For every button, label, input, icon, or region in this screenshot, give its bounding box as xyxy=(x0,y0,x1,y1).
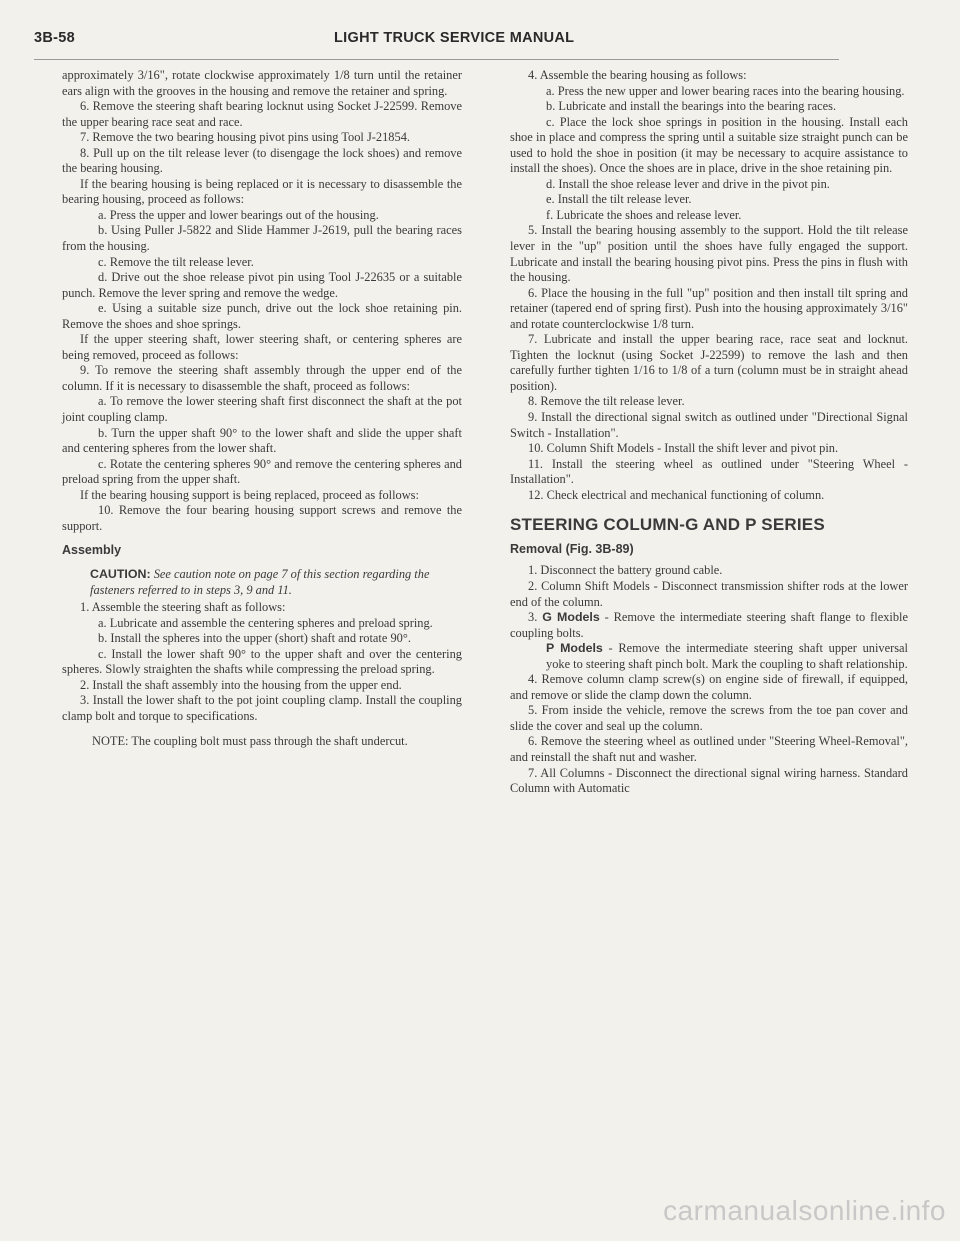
paragraph: approximately 3/16", rotate clockwise approximately 1/8 turn until the retainer ears align with the grooves in the housing and remove the retainer and spring. xyxy=(62,68,462,98)
paragraph: b. Turn the upper shaft 90° to the lower shaft and slide the upper shaft and centering spheres from the lower shaft. xyxy=(62,425,462,456)
paragraph: 6. Remove the steering shaft bearing locknut using Socket J-22599. Remove the upper bearing race seat and race. xyxy=(62,99,462,129)
paragraph xyxy=(510,641,908,672)
paragraph: c. Place the lock shoe springs in position in the housing. Install each shoe in place and compress the spring until a suitable size straight punch can be used to hold the shoe in position (it may be necessary to acquire assistance to install the shoes). Once the shoes are in place, drive in the shoe retaining pin. xyxy=(510,114,908,176)
paragraph: a. Press the upper and lower bearings out of the housing. xyxy=(98,207,379,222)
left-column xyxy=(62,68,462,750)
paragraph: 1. Disconnect the battery ground cable. xyxy=(528,563,723,578)
paragraph: f. Lubricate the shoes and release lever. xyxy=(546,207,742,222)
paragraph: 10. Remove the four bearing housing support screws and remove the support. xyxy=(62,503,462,533)
header-rule xyxy=(34,59,839,60)
paragraph: a. Lubricate and assemble the centering spheres and preload spring. xyxy=(98,615,433,630)
paragraph: If the upper steering shaft, lower steering shaft, or centering spheres are being removed, proceed as follows: xyxy=(62,332,462,362)
assembly-heading: Assembly xyxy=(62,543,122,558)
paragraph: If the bearing housing support is being replaced, proceed as follows: xyxy=(80,487,419,502)
paragraph: 2. Install the shaft assembly into the housing from the upper end. xyxy=(80,677,402,692)
paragraph: 8. Pull up on the tilt release lever (to disengage the lock shoes) and remove the bearing housing. xyxy=(62,145,462,176)
paragraph: e. Install the tilt release lever. xyxy=(546,192,692,207)
manual-title: LIGHT TRUCK SERVICE MANUAL xyxy=(334,30,575,46)
paragraph xyxy=(510,610,908,641)
paragraph: 6. Remove the steering wheel as outlined under "Steering Wheel-Removal", and reinstall the shaft nut and washer. xyxy=(510,734,908,764)
page-number: 3B-58 xyxy=(34,30,75,46)
paragraph: 7. Lubricate and install the upper bearing race, race seat and locknut. Tighten the locknut (using Socket J-22599) to remove the lash and then carefully further tighten 1/16 to 1/8 of a turn (column must be in straight ahead position). xyxy=(510,332,908,393)
g-models-label: G Models xyxy=(542,610,600,625)
paragraph: d. Drive out the shoe release pivot pin using Tool J-22635 or a suitable punch. Remove the lever spring and remove the wedge. xyxy=(62,270,462,300)
paragraph: 9. To remove the steering shaft assembly through the upper end of the column. If it is necessary to disassemble the shaft, proceed as follows: xyxy=(62,363,462,393)
paragraph: 5. From inside the vehicle, remove the screws from the toe pan cover and slide the cover and seal up the column. xyxy=(510,703,908,733)
paragraph: e. Using a suitable size punch, drive out the lock shoe retaining pin. Remove the shoes and shoe springs. xyxy=(62,301,462,331)
caution-label: CAUTION: xyxy=(90,566,151,581)
paragraph: b. Using Puller J-5822 and Slide Hammer J-2619, pull the bearing races from the housing. xyxy=(62,223,462,254)
p-models-label: P Models xyxy=(546,641,603,656)
paragraph: If the bearing housing is being replaced or it is necessary to disassemble the bearing housing, proceed as follows: xyxy=(62,176,462,207)
right-column xyxy=(510,68,908,797)
page-header xyxy=(34,30,854,54)
paragraph: 8. Remove the tilt release lever. xyxy=(528,394,685,409)
paragraph: 11. Install the steering wheel as outlined under "Steering Wheel - Installation". xyxy=(510,456,908,487)
paragraph: c. Rotate the centering spheres 90° and remove the centering spheres and preload spring from the upper shaft. xyxy=(62,456,462,487)
paragraph: 6. Place the housing in the full "up" position and then install tilt spring and retainer (tapered end of spring first). Push into the housing approximately 3/16" and rotate counterclockwise 1/8 turn. xyxy=(510,285,908,331)
paragraph: a. Press the new upper and lower bearing races into the bearing housing. xyxy=(546,83,905,98)
watermark: carmanualsonline.info xyxy=(663,1195,946,1226)
paragraph: c. Remove the tilt release lever. xyxy=(98,254,254,269)
paragraph: a. To remove the lower steering shaft first disconnect the shaft at the pot joint coupling clamp. xyxy=(62,394,462,425)
paragraph: 7. Remove the two bearing housing pivot pins using Tool J-21854. xyxy=(80,130,410,145)
paragraph: 1. Assemble the steering shaft as follows: xyxy=(80,600,286,615)
paragraph: 9. Install the directional signal switch as outlined under "Directional Signal Switch - Installation". xyxy=(510,410,908,440)
paragraph: b. Lubricate and install the bearings into the bearing races. xyxy=(546,99,837,114)
note: NOTE: The coupling bolt must pass through the shaft undercut. xyxy=(92,734,408,749)
caution-note xyxy=(62,567,462,598)
paragraph: 2. Column Shift Models - Disconnect transmission shifter rods at the lower end of the column. xyxy=(510,578,908,609)
paragraph: 5. Install the bearing housing assembly to the support. Hold the tilt release lever in the "up" position until the shoes have fully engaged the support. Lubricate and install the bearing housing pivot pins. Press the pins in flush with the housing. xyxy=(510,223,908,285)
paragraph: d. Install the shoe release lever and drive in the pivot pin. xyxy=(546,176,830,191)
caution-text: See caution note on page 7 of this section regarding the fasteners referred to in steps 3, 9 and 11. xyxy=(90,566,430,597)
paragraph: 10. Column Shift Models - Install the shift lever and pivot pin. xyxy=(528,441,839,456)
step-text: - Remove the intermediate steering shaft upper universal yoke to steering shaft pinch bolt. Mark the coupling to shaft relationship. xyxy=(546,641,908,671)
section-heading: STEERING COLUMN-G AND P SERIES xyxy=(510,515,825,535)
paragraph: b. Install the spheres into the upper (short) shaft and rotate 90°. xyxy=(98,631,411,646)
step-number: 3. xyxy=(528,610,538,625)
paragraph: 4. Remove column clamp screw(s) on engine side of firewall, if equipped, and remove or slide the clamp down the column. xyxy=(510,672,908,702)
paragraph: c. Install the lower shaft 90° to the upper shaft and over the centering spheres. Slowly straighten the shafts while compressing the preload spring. xyxy=(62,646,462,677)
removal-heading: Removal (Fig. 3B-89) xyxy=(510,541,634,556)
paragraph: 12. Check electrical and mechanical functioning of column. xyxy=(528,487,825,502)
paragraph: 4. Assemble the bearing housing as follows: xyxy=(528,68,747,82)
step-text: - Remove the intermediate steering shaft flange to flexible coupling bolts. xyxy=(510,610,908,640)
paragraph: 7. All Columns - Disconnect the directional signal wiring harness. Standard Column with Automatic xyxy=(510,765,908,796)
paragraph: 3. Install the lower shaft to the pot joint coupling clamp. Install the coupling clamp bolt and torque to specifications. xyxy=(62,693,462,723)
